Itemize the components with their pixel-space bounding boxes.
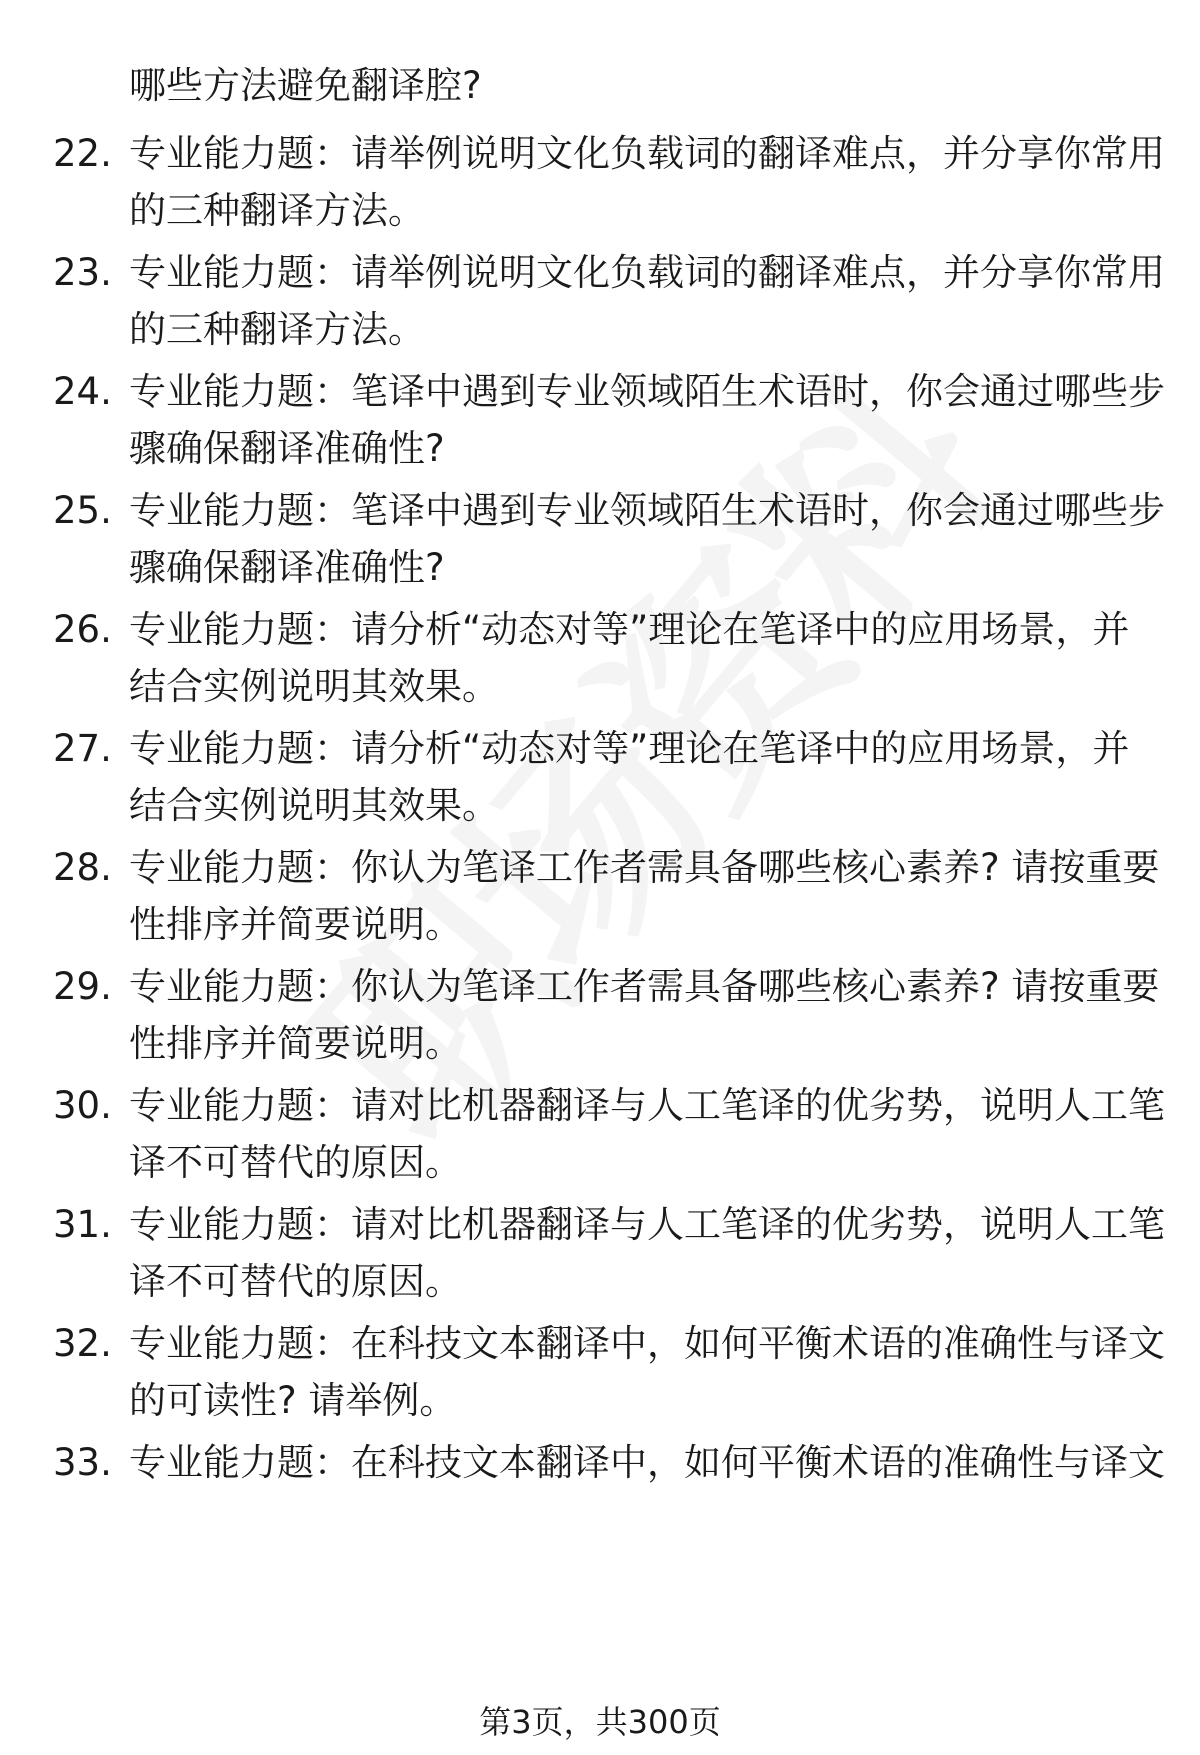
question-text-line1: 专业能力题：笔译中遇到专业领域陌生术语时，你会通过哪些步: [129, 489, 1165, 532]
question-text-line2: 结合实例说明其效果。: [129, 784, 499, 827]
question-number: 30.: [53, 1084, 112, 1127]
continuation-line: 哪些方法避免翻译腔?: [129, 64, 482, 107]
question-number: 23.: [53, 251, 112, 294]
question-text-line2: 译不可替代的原因。: [129, 1141, 462, 1184]
question-text-line1: 专业能力题：请分析“动态对等”理论在笔译中的应用场景，并: [129, 608, 1130, 651]
page-footer: 第3页，共300页: [479, 1703, 721, 1741]
question-number: 32.: [53, 1322, 112, 1365]
question-text-line2: 译不可替代的原因。: [129, 1260, 462, 1303]
question-text-line1: 专业能力题：你认为笔译工作者需具备哪些核心素养? 请按重要: [129, 846, 1160, 889]
question-number: 24.: [53, 370, 112, 413]
question-number: 29.: [53, 965, 112, 1008]
question-number: 33.: [53, 1441, 112, 1484]
question-text-line2: 的三种翻译方法。: [129, 189, 425, 232]
question-text-line1: 专业能力题：请对比机器翻译与人工笔译的优劣势，说明人工笔: [129, 1084, 1165, 1127]
question-number: 28.: [53, 846, 112, 889]
question-number: 27.: [53, 727, 112, 770]
question-text-line1: 专业能力题：请分析“动态对等”理论在笔译中的应用场景，并: [129, 727, 1130, 770]
question-text-line2: 骤确保翻译准确性?: [129, 546, 445, 589]
question-text-line2: 结合实例说明其效果。: [129, 665, 499, 708]
question-text-line1: 专业能力题：请举例说明文化负载词的翻译难点，并分享你常用: [129, 251, 1165, 294]
question-text-line1: 专业能力题：请对比机器翻译与人工笔译的优劣势，说明人工笔: [129, 1203, 1165, 1246]
question-text-line2: 的可读性? 请举例。: [129, 1379, 457, 1422]
question-text-line1: 专业能力题：笔译中遇到专业领域陌生术语时，你会通过哪些步: [129, 370, 1165, 413]
question-number: 22.: [53, 132, 112, 175]
question-text-line1: 专业能力题：在科技文本翻译中，如何平衡术语的准确性与译文: [129, 1322, 1165, 1365]
question-text-line2: 性排序并简要说明。: [129, 903, 462, 946]
question-text-line2: 的三种翻译方法。: [129, 308, 425, 351]
question-text-line2: 性排序并简要说明。: [129, 1022, 462, 1065]
question-text-line2: 骤确保翻译准确性?: [129, 427, 445, 470]
question-number: 25.: [53, 489, 112, 532]
question-number: 26.: [53, 608, 112, 651]
question-text-line1: 专业能力题：请举例说明文化负载词的翻译难点，并分享你常用: [129, 132, 1165, 175]
question-number: 31.: [53, 1203, 112, 1246]
question-text-line1: 专业能力题：在科技文本翻译中，如何平衡术语的准确性与译文: [129, 1441, 1165, 1484]
question-text-line1: 专业能力题：你认为笔译工作者需具备哪些核心素养? 请按重要: [129, 965, 1160, 1008]
